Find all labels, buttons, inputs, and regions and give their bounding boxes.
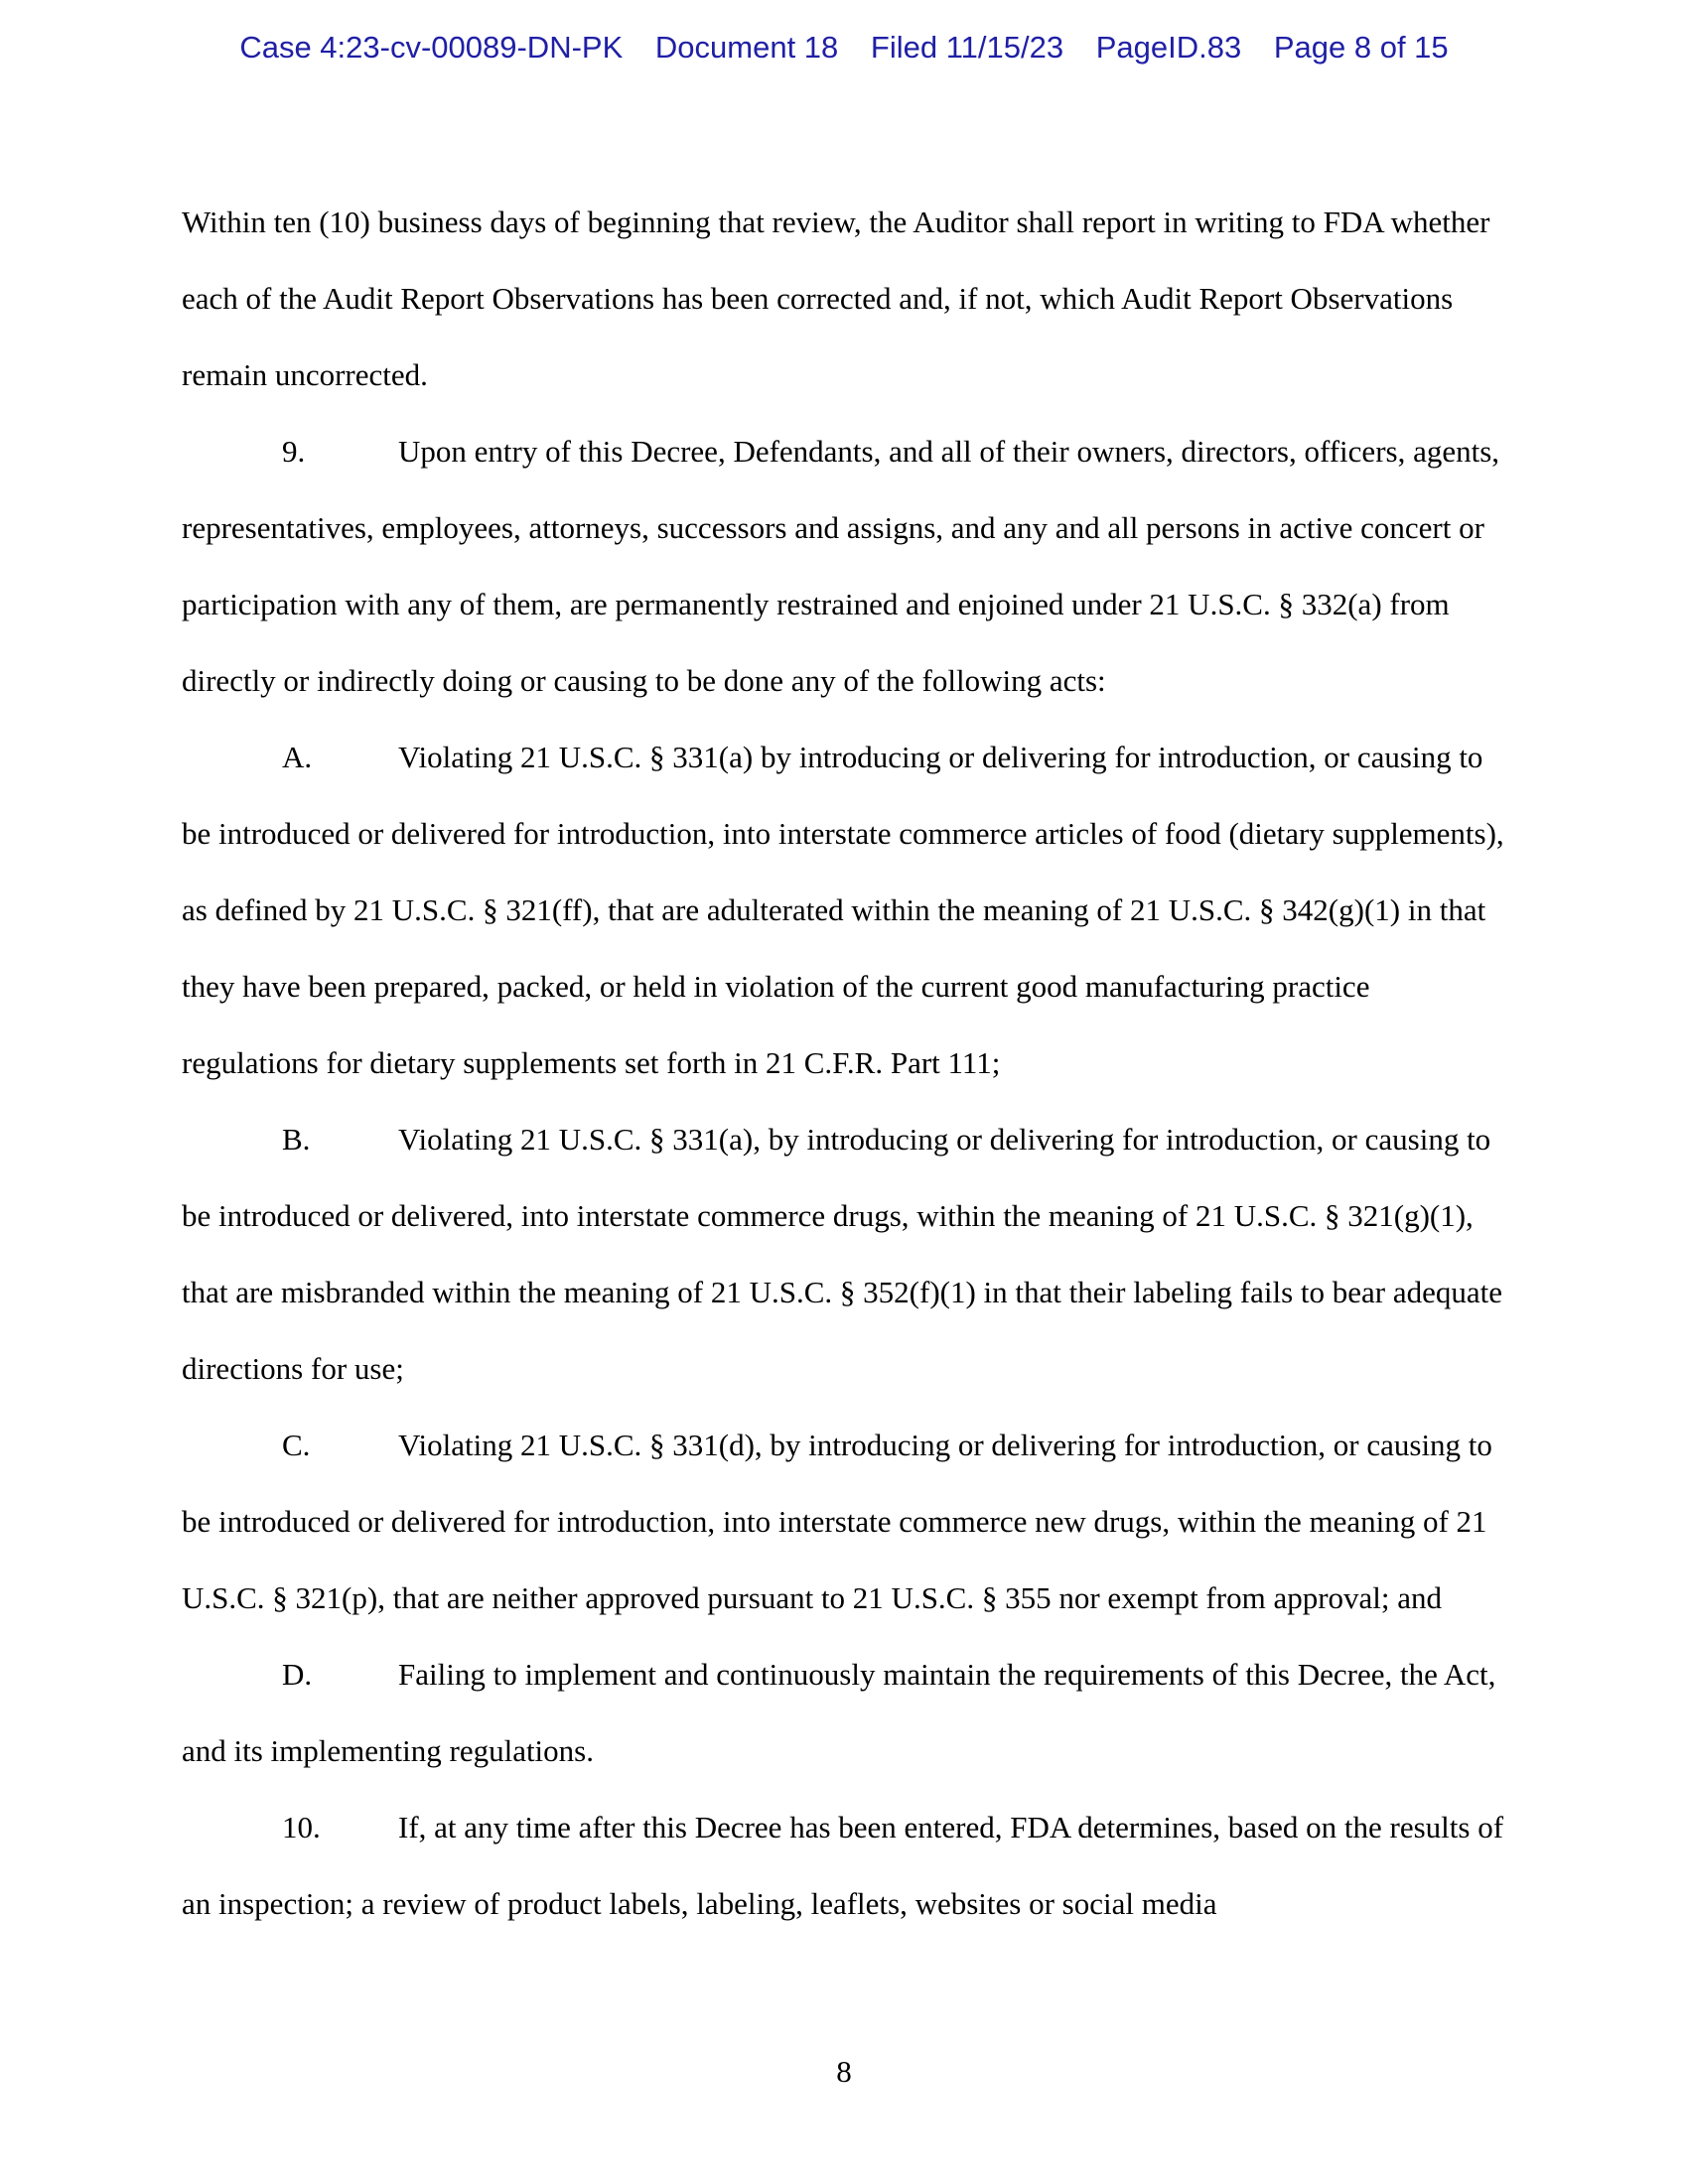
paragraph-number: 9. xyxy=(282,434,306,469)
paragraph-continuation xyxy=(182,184,1512,413)
paragraph-number: A. xyxy=(282,740,313,774)
paragraph-text: Violating 21 U.S.C. § 331(d), by introducing or delivering for introduction, or causing to be introduced or delivered for introduction, into interstate commerce new drugs, within the meaning of 21 U.S.C. § 321(p), that are neither approved pursuant to 21 U.S.C. § 355 nor exempt from approval; and xyxy=(182,1428,1492,1615)
paragraph-text: Failing to implement and continuously maintain the requirements of this Decree, the Act, and its implementing regulations. xyxy=(182,1657,1496,1768)
case-header xyxy=(0,30,1688,66)
page-of-total: Page 8 of 15 xyxy=(1273,30,1449,65)
paragraph-number: B. xyxy=(282,1122,311,1157)
paragraph-text: Violating 21 U.S.C. § 331(a) by introducing or delivering for introduction, or causing to be introduced or delivered for introduction, into interstate commerce articles of food (dietary supplements), as defined by 21 U.S.C. § 321(ff), that are adulterated within the meaning of 21 U.S.C. § 342(g)(1) in that they have been prepared, packed, or held in violation of the current good manufacturing practice regulations for dietary supplements set forth in 21 C.F.R. Part 111; xyxy=(182,740,1504,1080)
page-number: 8 xyxy=(836,2054,852,2089)
paragraph-b xyxy=(182,1101,1512,1407)
document-body xyxy=(182,184,1512,1942)
paragraph-number: 10. xyxy=(282,1810,321,1844)
paragraph-10 xyxy=(182,1789,1512,1942)
paragraph-text: Violating 21 U.S.C. § 331(a), by introducing or delivering for introduction, or causing to be introduced or delivered, into interstate commerce drugs, within the meaning of 21 U.S.C. § 321(g)(1), that are misbranded within the meaning of 21 U.S.C. § 352(f)(1) in that their labeling fails to bear adequate directions for use; xyxy=(182,1122,1503,1386)
filed-date: Filed 11/15/23 xyxy=(870,30,1064,65)
case-number: Case 4:23-cv-00089-DN-PK xyxy=(239,30,624,65)
paragraph-text: Within ten (10) business days of beginning that review, the Auditor shall report in writing to FDA whether each of the Audit Report Observations has been corrected and, if not, which Audit Report Observations remain uncorrected. xyxy=(182,205,1490,392)
paragraph-number: C. xyxy=(282,1428,311,1462)
paragraph-a xyxy=(182,719,1512,1101)
document-number: Document 18 xyxy=(654,30,839,65)
paragraph-number: D. xyxy=(282,1657,313,1692)
paragraph-9 xyxy=(182,413,1512,719)
paragraph-c xyxy=(182,1407,1512,1636)
paragraph-d xyxy=(182,1636,1512,1789)
page-id: PageID.83 xyxy=(1095,30,1242,65)
paragraph-text: Upon entry of this Decree, Defendants, and all of their owners, directors, officers, agents, representatives, employees, attorneys, successors and assigns, and any and all persons in active concert or participation with any of them, are permanently restrained and enjoined under 21 U.S.C. § 332(a) from directly or indirectly doing or causing to be done any of the following acts: xyxy=(182,434,1500,698)
paragraph-text: If, at any time after this Decree has been entered, FDA determines, based on the results of an inspection; a review of product labels, labeling, leaflets, websites or social media xyxy=(182,1810,1504,1921)
